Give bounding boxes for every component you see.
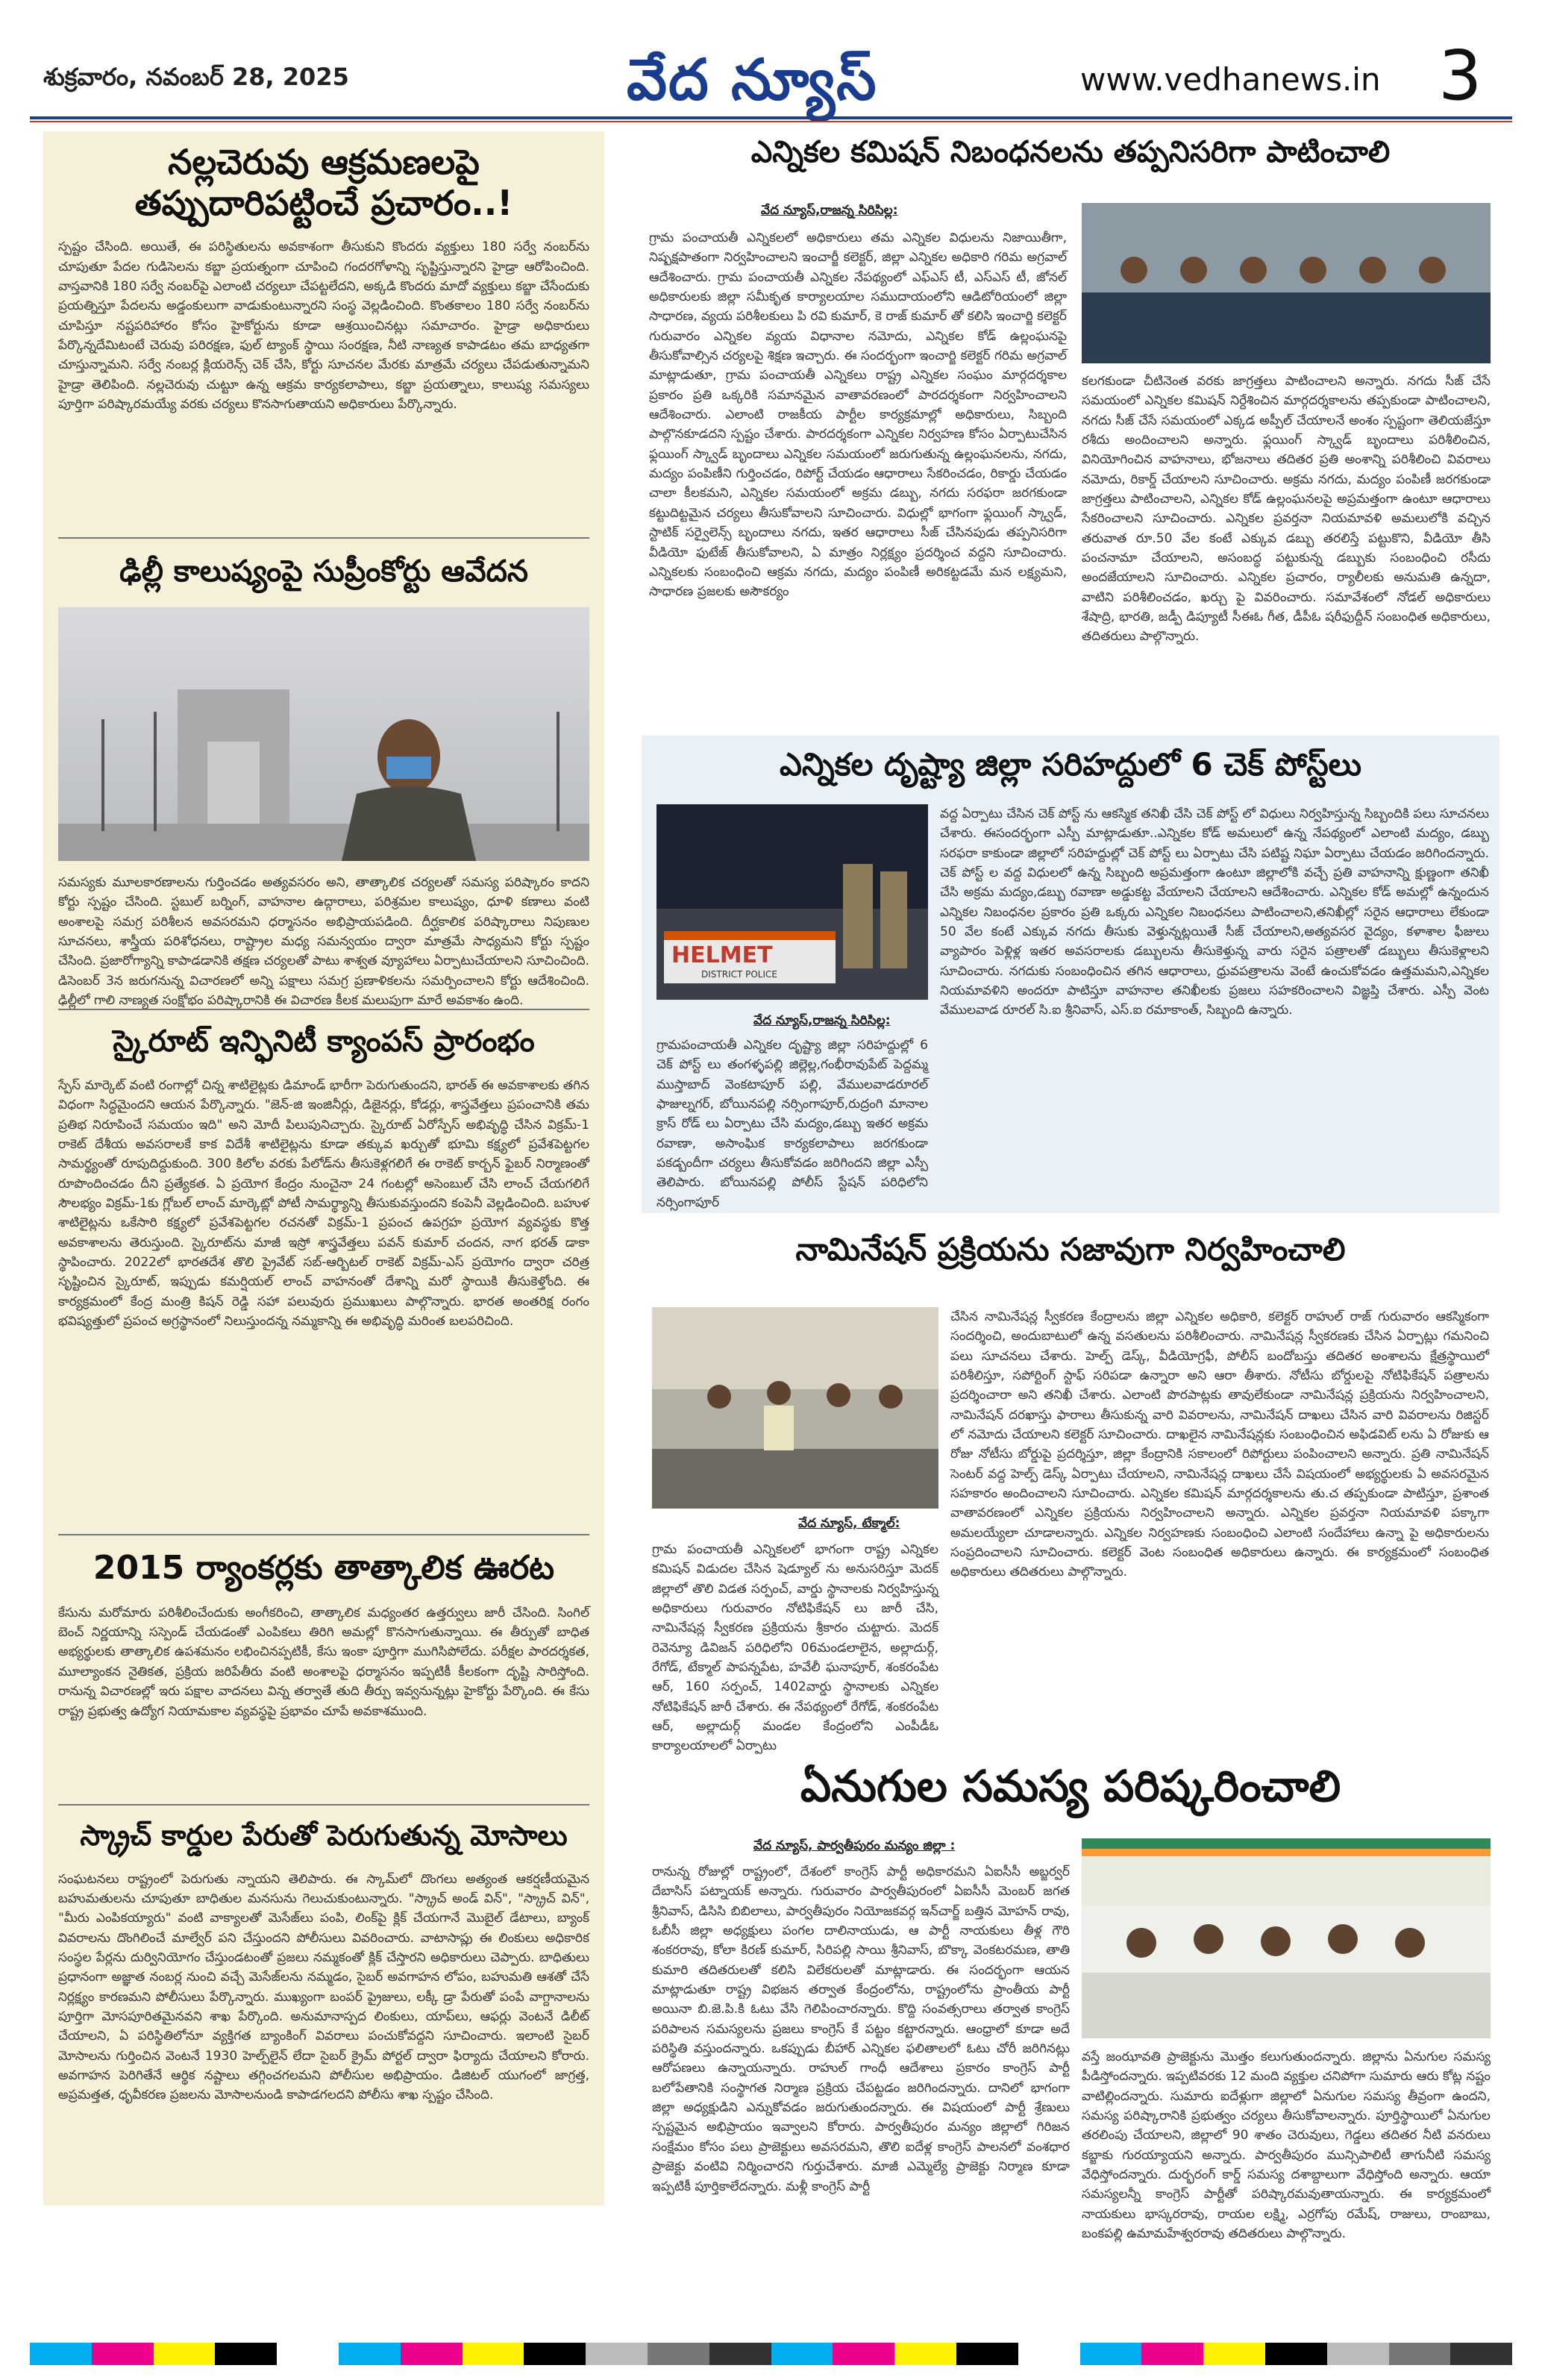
- checkpost-illustration: [656, 804, 928, 1000]
- congress-meeting-illustration: [1082, 1838, 1491, 2038]
- article-body: సమస్యకు మూలకారణాలను గుర్తించడం అత్యవసరం అని, తాత్కాలిక చర్యలతో సమస్య పరిష్కారం కాదని కోర్టు స్పష్టం చేసింది. స్టబుల్ బర్నింగ్, వాహనాల ఉద్గారాలు, పరిశ్రమల కాలుష్యం, ధూళి కణాలు వంటి అంశాలపై సమగ్ర పరిశీలన అవసరమని ధర్మాసనం అభిప్రాయపడింది. దీర్ఘకాలిక పరిష్కారాలు నిపుణుల సూచనలు, శాస్త్రీయ పరిశోధనలు, రాష్ట్రాల మధ్య సమన్వయం ద్వారా మాత్రమే సాధ్యమని కోర్టు స్పష్టం చేసింది. ప్రజారోగ్యాన్ని కాపాడడానికి తక్షణ చర్యలతో పాటు శాశ్వత వ్యూహాలు ఏర్పాటుచేయాలని సూచించింది. డిసెంబర్ 3న జరుగనున్న విచారణలో అన్ని పక్షాలు సమగ్ర ప్రణాళికలను సమర్పించాలని కోర్టు ఆదేశించింది. ఢిల్లీలో గాలి నాణ్యత సంక్షోభం పరిష్కారానికి ఈ విచారణ కీలక మలుపుగా మారే అవకాశం ఉంది.: [58, 875, 589, 1009]
- section-divider: [58, 1804, 589, 1806]
- article-headline: ఎన్నికల దృష్ట్యా జిల్లా సరిహద్దులో 6 చెక్ పోస్ట్‌లు: [779, 746, 1361, 783]
- training-meeting-photo: [1082, 203, 1491, 363]
- left-column: [43, 131, 604, 2205]
- delhi-smog-photo: [58, 607, 589, 861]
- article-nallacheruvu: [58, 142, 589, 530]
- article-headline: ఢిల్లీ కాలుష్యంపై సుప్రీంకోర్టు ఆవేదన: [119, 554, 528, 589]
- inspection-illustration: [652, 1307, 938, 1509]
- congress-meeting-photo: [1082, 1838, 1491, 2038]
- section-divider: [58, 537, 589, 539]
- article-credit: వేద న్యూస్, పార్వతీపురం మన్యం జిల్లా :: [753, 1838, 956, 1853]
- article-headline: స్కైరూట్ ఇన్ఫినిటీ క్యాంపస్ ప్రారంభం: [113, 1024, 535, 1059]
- article-election-commission: [642, 134, 1499, 716]
- article-body-right: కలగకుండా చీటినెంత వరకు జాగ్రత్తలు పాటించాలని అన్నారు. నగదు సీజ్ చేసే సమయంలో ఎన్నికల కమిషన్ నిర్దేశించిన మార్గదర్శకాలను తప్పకుండా పాటించాలని, నగదు సీజ్ చేసే సమయంలో ఎక్కడ అప్పీల్ చేయాలనే అంశం స్పష్టంగా తెలియజేస్తూ రశీదు అందించాలని అన్నారు. ఫ్లయింగ్ స్క్వాడ్ బృందాలు పరిశీలించిన, వినియోగించిన వాహనాలు, భోజనాలు తదితర ప్రతి అంశాన్ని పరిశీలించి వివరాలు నమోదు, రికార్డ్ చేయాలని సూచించారు. అక్రమ నగదు, మద్యం పంపిణీ జరగకుండా జాగ్రత్తలు పాటించాలని, ఎన్నికల కోడ్ ఉల్లంఘనలపై అప్రమత్తంగా ఉంటూ ఆధారాలు సేకరించాలని సూచించారు. ఎన్నికల ప్రవర్తనా నియమావళి అమలులోకి వచ్చిన తరువాత రూ.50 వేల కంటే ఎక్కువ డబ్బు తరలిస్తే పట్టుకొని, వీడియో తీసి పంచనామా చేయాలని, అసంబద్ధ పట్టుకున్న డబ్బుకు సంబంధించి రసీదు అందజేయాలని సూచించారు. ఎన్నికల ప్రచారం, ర్యాలీలకు అనుమతి ఉన్నదా, వాటిని పరిశీలించడం, ఖర్చు పై వివరించారు. సమావేశంలో నోడల్ అధికారులు శేషాద్రి, భారతి, జడ్పీ డిప్యూటీ సీఈఓ గీత, డీపీఓ షరీఫుద్దీన్ సంబంధిత అధికారులు, తదితరులు పాల్గొన్నారు.: [1082, 374, 1491, 645]
- header-rule-accent: [30, 121, 1512, 122]
- article-scratch-cards: [58, 1819, 589, 2189]
- barricade-text: HELMET: [671, 942, 773, 968]
- article-headline: స్క్రాచ్ కార్డుల పేరుతో పెరుగుతున్న మోసాలు: [80, 1819, 568, 1852]
- article-credit: వేద న్యూస్, టేక్మాల్:: [798, 1516, 900, 1531]
- article-body-left: రానున్న రోజుల్లో రాష్ట్రంలో, దేశంలో కాంగ్రెస్ పార్టీ అధికారమని ఏఐసీసీ అబ్జర్వర్ దేబాసిస్ పట్నాయక్ అన్నారు. గురువారం పార్వతీపురంలో ఏఐసీసీ మెంబర్ జగత శ్రీనివాస్, డిసిసి బిబిలాలు, పార్వతీపురం నియోజకవర్గ ఇన్‌చార్జ్ బత్తిన మోహన్ రావు, ఓబీసీ జిల్లా అధ్యక్షులు పంగల దాలినాయుడు, ఆ పార్టీ నాయకులు తీళ్ల గౌరి శంకరరావు, కోలా కిరణ్ కుమార్, సిరిపల్లి సాయి శ్రీనివాస్, బొక్కా వెంకటరమణ, తాతి కుమారి తదితరులతో కలిసి విలేకరులతో మాట్లాడారు. ఈ సందర్భంగా ఆయన మాట్లాడుతూ రాష్ట్ర విభజన తర్వాత కేంద్రంలోను, రాష్ట్రంలోను ప్రాంతీయ పార్టీ అయినా బి.జె.పి.కి ఓటు వేసి గెలిపించారన్నారు. కొద్ది సంవత్సరాలు తర్వాత కాంగ్రెస్ పరిపాలన సమస్యలను ప్రజలు కాంగ్రెస్ కే పట్టం కట్టారన్నారు. ఆంధ్రాలో కూడా అదే పరిస్థితి వస్తుందన్నారు. ఒకప్పుడు బీహార్ ఎన్నికల ఫలితాలలో ఓటు చోరీ జరిగినట్లు ఆరోపణలు ఉన్నాయన్నారు. రాహుల్ గాంధీ ఆదేశాలు ప్రకారం కాంగ్రెస్ పార్టీ బలోపేతానికి సంస్థాగత నిర్మాణ ప్రక్రియ చేపట్టడం జరిగిందన్నారు. దానిలో భాగంగా జిల్లా అధ్యక్షుడిని ఎన్నుకోవడం జరుగుతుందన్నారు. ఈ విషయంలో పార్టీ శ్రేణులు స్పష్టమైన అభిప్రాయం ఇవ్వాలని కోరారు. పార్వతీపురం మన్యం జిల్లాలో గిరిజన సంక్షేమం కోసం పలు ప్రాజెక్టులు అవసరమని, తొలి ఐదేళ్ల కాంగ్రెస్ పాలనలో వంశధార ప్రాజెక్టు వంటివి నిర్మించారని గుర్తుచేశారు. మాజీ ఎమ్మెల్యే ప్రాజెక్టు నిర్మాణ కూడా ఇప్పటికీ పూర్తికాలేదన్నారు. మళ్లీ కాంగ్రెస్ పార్టీ: [652, 1864, 1070, 2194]
- barricade-subtext: DISTRICT POLICE: [701, 969, 777, 980]
- meeting-illustration: [1082, 203, 1491, 363]
- issue-date: శుక్రవారం, నవంబర్ 28, 2025: [43, 63, 349, 91]
- article-headline: ఏనుగుల సమస్య పరిష్కరించాలి: [800, 1761, 1341, 1811]
- collector-inspection-photo: [652, 1307, 938, 1509]
- india-gate-illustration: [58, 607, 589, 861]
- article-nomination-process: [642, 1231, 1499, 1754]
- website-url[interactable]: www.vedhanews.in: [1080, 61, 1381, 98]
- article-body-right: చేసిన నామినేషన్ల స్వీకరణ కేంద్రాలను జిల్లా ఎన్నికల అధికారి, కలెక్టర్ రాహుల్ రాజ్ గురువారం ఆకస్మికంగా సందర్శించి, అందుబాటులో ఉన్న వసతులను పరిశీలించారు. నామినేషన్ల స్వీకరణకు చేసిన ఏర్పాట్లు గమనించి పలు సూచనలు చేశారు. హెల్ప్ డెస్క్, వీడియోగ్రఫీ, పోలీస్ బందోబస్తు తదితర అంశాలను క్షేత్రస్థాయిలో పరిశీలిస్తూ, సపోర్టింగ్ స్టాఫ్ సరిపడా ఉన్నారా అని ఆరా తీశారు. నోటీసు బోర్డులపై నోటిఫికేషన్ పత్రాలను ప్రదర్శించారా అని తనిఖీ చేశారు. ఎలాంటి పొరపాట్లకు తావులేకుండా నామినేషన్ల ప్రక్రియను నిర్వహించాలని, నామినేషన్ దరఖాస్తు ఫారాలు తీసుకున్న వారి వివరాలను, నామినేషన్ దాఖలు చేసిన వారి వివరాలను రిజిస్టర్ లో నమోదు చేయాలని కలెక్టర్ సూచించారు. దాఖలైన నామినేషన్లకు సంబంధించిన అఫిడవిట్ లను ఏ రోజుకు ఆ రోజు నోటీసు బోర్డుపై ప్రదర్శిస్తూ, జిల్లా కేంద్రానికి సకాలంలో రిపోర్టులు పంపించాలని అన్నారు. ప్రతి నామినేషన్ సెంటర్ వద్ద హెల్ప్ డెస్క్ ఏర్పాటు చేయాలని, నామినేషన్ల దాఖలు చేసే విషయంలో అభ్యర్థులకు ఏ అవసరమైన సహకారం అందించాలని సూచించారు. ఎన్నికల కమిషన్ మార్గదర్శకాలను తు.చ తప్పకుండా పాటిస్తూ, ప్రశాంత వాతావరణంలో ఎన్నికల ప్రక్రియను నిర్వహించాలని అన్నారు. ఎన్నికల ప్రవర్తనా నియమావళి పక్కాగా అమలయ్యేలా చూడాలన్నారు. ఎన్నికల నిర్వహణకు సంబంధించి ఎలాంటి సందేహాలు ఉన్నా పై అధికారులను సంప్రదించాలని సూచించారు. కలెక్టర్ వెంట సంబంధిత అధికారులు ఉన్నారు. ఈ కార్యక్రమంలో సంబంధిత అధికారులు తదితరులు పాల్గొన్నారు.: [950, 1309, 1489, 1580]
- article-elephant-problem: [642, 1761, 1499, 2328]
- section-divider: [58, 1009, 589, 1010]
- page-number: 3: [1438, 36, 1482, 116]
- masthead-logo: వేద న్యూస్: [627, 46, 878, 113]
- article-delhi-pollution: [58, 554, 589, 1039]
- article-headline: 2015 ర్యాంకర్లకు తాత్కాలిక ఊరట: [93, 1549, 555, 1587]
- article-skyroot: [58, 1024, 589, 1500]
- article-body-left: గ్రామపంచాయతీ ఎన్నికల దృష్ట్యా జిల్లా సరిహద్దుల్లో 6 చెక్ పోస్ట్ లు తంగళ్ళపల్లి జిల్లెల్ల,గంభీరావుపేట్ పెద్దమ్మ ముస్తాబాద్ వెంకటాపూర్ పల్లి, వేములవాడరూరల్ ఫాజుల్నగర్, బోయినపల్లి నర్సింగాపూర్,రుద్రంగి మానాల క్రాస్ రోడ్ లు ఏర్పాటు చేసి మద్యం,డబ్బు ఇతర అక్రమ రవాణా, అసాంఘిక కార్యకలాపాలు జరగకుండా పకడ్బందీగా చర్యలు తీసుకోవడం జరిగిందని జిల్లా ఎస్పీ తెలిపారు. బోయినపల్లి పోలీస్ స్టేషన్ పరిధిలోని నర్సింగాపూర్: [656, 1038, 928, 1210]
- article-check-posts: [642, 736, 1499, 1213]
- article-body-left: గ్రామ పంచాయతీ ఎన్నికలలో భాగంగా రాష్ట్ర ఎన్నికల కమిషన్ విడుదల చేసిన షెడ్యూల్ ను అనుసరిస్తూ మెదక్ జిల్లాలో తొలి విడత సర్పంచ్, వార్డు స్థానాలకు నిర్వహిస్తున్న అధికారులు గురువారం నోటిఫికేషన్ లు జారీ చేసి, నామినేషన్ల స్వీకరణ ప్రక్రియను శ్రీకారం చుట్టారు. మెదక్ రెవెన్యూ డివిజన్ పరిధిలోని 06మండలాలైన, అల్లాదుర్గ్, రేగోడ్, టేక్మాల్ పాపన్నపేట, హవేలీ ఘనాపూర్, శంకరంపేట ఆర్, 160 సర్పంచ్, 1402వార్డు స్థానాలకు ఎన్నికల నోటిఫికేషన్ జారీ చేశారు. ఈ నేపథ్యంలో రేగోడ్, శంకరంపేట ఆర్, అల్లాదుర్గ్ మండల కేంద్రంలోని ఎంపీడీఓ కార్యాలయాలలో ఏర్పాటు: [652, 1542, 938, 1754]
- article-headline: [58, 142, 589, 224]
- print-color-bar: [30, 2343, 1512, 2365]
- article-body-left: గ్రామ పంచాయతీ ఎన్నికలలో అధికారులు తమ ఎన్నికల విధులను నిజాయితీగా, నిష్పక్షపాతంగా నిర్వహించాలని ఇంచార్జీ కలెక్టర్, జిల్లా ఎన్నికల అధికారి గరిమ అగ్రవాల్ ఆదేశించారు. గ్రామ పంచాయతీ ఎన్నికల నేపథ్యంలో ఎఫ్ఎస్ టీ, ఎస్ఎస్ టీ, జోనల్ అధికారులకు జిల్లా సమీకృత కార్యాలయాల సముదాయంలోని ఆడిటోరియంలో జిల్లా సాధారణ, వ్యయ పరిశీలకులు పి రవి కుమార్, కె రాజ్ కుమార్ తో కలిసి ఇంచార్జి కలెక్టర్ గురువారం ఎన్నికల వ్యయ విధానాల నమోదు, ఎన్నికల కోడ్ ఉల్లంఘనపై తీసుకోవాల్సిన చర్యలపై శిక్షణ ఇచ్చారు. ఈ సందర్భంగా ఇంచార్జి కలెక్టర్ గరిమ అగ్రవాల్ మాట్లాడుతూ, గ్రామ పంచాయతీ ఎన్నికలు రాష్ట్ర ఎన్నికల సంఘం మార్గదర్శకాల ప్రకారం ప్రతి ఒక్కరికి సమానమైన వాతావరణంలో పారదర్శకంగా నిర్వహించాలని ఆదేశించారు. ఎలాంటి రాజకీయ పార్టీల కార్యక్రమాల్లో అధికారులు, సిబ్బంది పాల్గొనకూడదని స్పష్టం చేశారు. పారదర్శకంగా ఎన్నికల నిర్వహణ కోసం ఏర్పాటుచేసిన ఫ్లయింగ్ స్క్వాడ్ బృందాలు ఎన్నికల సమయంలో జరుగుతున్న ఉల్లంఘనలను, నగదు, మద్యం పంపిణీని గుర్తించడం, రిపోర్ట్ చేయడం ఆధారాలు సేకరించడం, రికార్డు చేయడం చాలా కీలకమని, ఎన్నికల సమయంలో అక్రమ డబ్బు, నగదు సరఫరా జరగకుండా కట్టుదిట్టమైన చర్యలు తీసుకోవాలని సూచించారు. విధుల్లో భాగంగా ఫ్లయింగ్ స్క్వాడ్, స్టాటిక్ సర్వైలెన్స్ బృందాలు నగదు, ఇతర ఆధారాలు సీజ్ చేసినపుడు తప్పనిసరిగా వీడియో ఫుటేజ్ తీసుకోవాలని, ఏ మాత్రం నిర్లక్ష్యం ప్రదర్శించ వద్దని సూచించారు. ఎన్నికలకు సంబంధించి ఆక్రమ నగదు, మద్యం పంపిణీ అరికట్టడమే మన లక్ష్యమని, సాధారణ ప్రజలకు అసౌకర్యం: [649, 231, 1067, 600]
- article-headline: నామినేషన్ ప్రక్రియను సజావుగా నిర్వహించాలి: [795, 1231, 1346, 1268]
- article-2015-rankers: [58, 1549, 589, 1788]
- article-body: స్పేస్ మార్కెట్ వంటి రంగాల్లో చిన్న శాటిలైట్లకు డిమాండ్ భారీగా పెరుగుతుందని, భారత్ ఈ అవకాశాలకు తగిన విధంగా సిద్ధమైందని ఆయన పేర్కొన్నారు. "జెన్-జి ఇంజినీర్లు, డిజైనర్లు, కోడర్లు, శాస్త్రవేత్తలు ప్రపంచానికి తమ ప్రతిభ నిరూపించే సమయం ఇది" అని మోదీ పిలుపునిచ్చారు. స్కైరూట్ ఏరోస్పేస్ అభివృద్ధి చేసిన విక్రమ్-1 రాకెట్ దేశీయ అవసరాలకే కాక విదేశీ శాటిలైట్లను కూడా తక్కువ ఖర్చుతో భూమి కక్ష్యలో ప్రవేశపెట్టగల సామర్థ్యంతో రూపుదిద్దుకుంది. 300 కిలోల వరకు పేలోడ్‌ను తీసుకెళ్లగలిగే ఈ రాకెట్ కార్బన్ ఫైబర్ నిర్మాణంతో రూపొందించడం దీని ప్రత్యేకత. ఏ ప్రయోగ కేంద్రం నుంచైనా 24 గంటల్లో అసెంబుల్ చేసి లాంచ్ చేయగలిగే సౌలభ్యం విక్రమ్-1కు గ్లోబల్ లాంచ్ మార్కెట్లో పోటీ సామర్థ్యాన్ని తీసుకువస్తుందని కంపెనీ వెల్లడించింది. బహుళ శాటిలైట్లను ఒకేసారి కక్ష్యలో ప్రవేశపెట్టగల రచనతో విక్రమ్-1 ప్రపంచ ఉపగ్రహ ప్రయోగ వ్యవస్థకు కొత్త అవకాశాలను తెరుస్తుంది. స్కైరూట్‌ను మాజీ ఇస్రో శాస్త్రవేత్తలు పవన్ కుమార్ చందన, నాగ భరత్ డాకా స్థాపించారు. 2022లో భారతదేశ తొలి ప్రైవేట్ సబ్-ఆర్బిటల్ రాకెట్ విక్రమ్-ఎస్ ప్రయోగం ద్వారా చరిత్ర సృష్టించిన స్కైరూట్, ఇప్పుడు కమర్షియల్ లాంచ్ వాహనంతో దేశాన్ని మరో స్థాయికి తీసుకెళ్తోంది. ఈ కార్యక్రమంలో కేంద్ర మంత్రి కిషన్ రెడ్డి సహా పలువురు ప్రముఖులు పాల్గొన్నారు. భారత అంతరిక్ష రంగం భవిష్యత్తులో ప్రపంచ అగ్రస్థానంలో నిలుస్తుందన్న నమ్మకాన్ని ఈ అభివృద్ధి మరింత బలపరిచింది.: [58, 1078, 589, 1330]
- section-divider: [58, 1534, 589, 1535]
- police-checkpost-photo: [656, 804, 928, 1000]
- article-body-right: వస్తే జంఝావతి ప్రాజెక్టును మొత్తం కలుగుతుందన్నారు. జిల్లాను ఏనుగుల సమస్య పీడిస్తోందన్నారు. ఇప్పటివరకు 12 మంది వ్యక్తుల చనిపోగా సుమారు ఆరు కోట్ల నష్టం వాటిల్లిందన్నారు. సుమారు ఐదేళ్లుగా జిల్లాలో ఏనుగుల సమస్య తీవ్రంగా ఉందని, సమస్య పరిష్కారానికి ప్రభుత్వం చర్యలు తీసుకోవాలన్నారు. పూర్తిస్థాయిలో ఏనుగుల తరలింపు చేయాలని, జిల్లాలో 90 శాతం చెరువులు, గెడ్డలు తదితర నీటి వనరులు కబ్జాకు గురయ్యాయని అన్నారు. పార్వతీపురం మున్సిపాలిటీ తాగునీటి సమస్య వేధిస్తోందన్నారు. దుర్భరంగ్ కార్డ్ సమస్య దశాబ్దాలుగా వేధిస్తోంది అన్నారు. ఆయా సమస్యలన్నీ కాంగ్రెస్ పార్టీతో పరిష్కారమవుతాయన్నారు. ఈ కార్యక్రమంలో నాయకులు భాస్కరరావు, రాయల లక్ష్మి, ఎర్రగోపు రమేష్, రాజులు, రాంబాబు, బంకపల్లి ఉమామహేశ్వరరావు తదితరులు పాల్గొన్నారు.: [1082, 2049, 1491, 2242]
- headline-line-1: నల్లచెరువు ఆక్రమణలపై: [168, 142, 480, 182]
- article-headline: ఎన్నికల కమిషన్ నిబంధనలను తప్పనిసరిగా పాటించాలి: [750, 135, 1391, 169]
- article-body-right: వద్ద ఏర్పాటు చేసిన చెక్ పోస్ట్ ను ఆకస్మిక తనిఖీ చేసి చెక్ పోస్ట్ లో విధులు నిర్వహిస్తున్న సిబ్బందికి పలు సూచనలు చేశారు. ఈసందర్భంగా ఎస్పీ మాట్లాడుతూ..ఎన్నికల కోడ్ అమలులో ఉన్న నేపథ్యంలో ఎలాంటి మద్యం, డబ్బు సరఫరా కాకుండా జిల్లాలో సరిహద్దుల్లో చెక్ పోస్ట్ లు ఏర్పాటు చేసి పటిష్ట నిఘా ఏర్పాటు చేయడం జరిగిందన్నారు. చెక్ పోస్ట్ ల వద్ద విధులలో ఉన్న సిబ్బంది అప్రమత్తంగా ఉంటూ జిల్లాలోకి వచ్చే ప్రతి వాహనాన్ని క్షుణ్ణంగా తనిఖీ చేసి అక్రమ మద్యం,డబ్బు రవాణా అడ్డుకట్ట వేయాలని చేయాలని ఆదేశించారు. ఎన్నికల కోడ్ అమల్లో ఉన్నందున ఎన్నికల నిబంధనల ప్రకారం ప్రతి ఒక్కరు ఎన్నికల నిబంధనలు పాటించాలని,తనిఖీల్లో సరైన ఆధారాలు లేకుండా 50 వేల కంటే ఎక్కువ నగదు తీసుకు వెళ్తున్నట్లయితే సీజ్ చేయాలని,అత్యవసర వైద్యం, కళాశాల ఫీజులు వ్యాపారం పెళ్లిళ్ల ఇతర అవసరాలకు డబ్బులను తీసుకెళ్తున్న వారు సరైన పత్రాలతో డబ్బులు తీసుకెళ్లాలని సూచించారు. నగదుకు సంబంధించిన తగిన ఆధారాలు, ధ్రువపత్రాలను వెంటే ఉంచుకోవడం ఉత్తమమని,ఎన్నికల నియమావళిని అందరూ పాటిస్తూ వాహనాల తనిఖీలకు ప్రజలు సహకరించాలని విజ్ఞప్తి చేశారు. ఎస్పీ వెంట వేములవాడ రూరల్ సి.ఐ శ్రీనివాస్, ఎస్.ఐ రమాకాంత్, సిబ్బంది ఉన్నారు.: [940, 807, 1489, 1018]
- article-body: స్పష్టం చేసింది. అయితే, ఈ పరిస్థితులను అవకాశంగా తీసుకుని కొందరు వ్యక్తులు 180 సర్వే నంబర్‌ను చూపుతూ పేదల గుడిసెలను కబ్జా ప్రయత్నంగా చూపించి గందరగోళాన్ని సృష్టిస్తున్నారని హైడ్రా ఆరోపించింది. వాస్తవానికి 180 సర్వే నంబర్‌పై ఎలాంటి చర్యలూ చేపట్టలేదని, అక్కడి కొందరు మాదో వ్యక్తులు కబ్జా చేసేందుకు ప్రయత్నిస్తూ పేదలను అడ్డంకులుగా వాడుకుంటున్నారని సంస్థ వెల్లడించింది. కొంతకాలం 180 సర్వే నంబర్‌ను చూపిస్తూ నష్టపరిహారం కోసం హైకోర్టును కూడా ఆశ్రయించినట్లు సమాచారం. హైడ్రా అధికారులు పేర్కొన్నదేమిటంటే చెరువు పరిరక్షణ, ఫుల్ ట్యాంక్ స్థాయి సంరక్షణ, నీటి నాణ్యత కాపాడటం తమ బాధ్యతగా చూస్తున్నామని. సర్వే నంబర్ల క్లియరెన్స్ చెక్ చేసి, కోర్టు సూచనల మేరకు మాత్రమే చర్యలు చేపడుతున్నామని హైడ్రా తెలిపింది. నల్లచెరువు చుట్టూ ఉన్న ఆక్రమ కార్యకలాపాలు, కబ్జా ప్రయత్నాలు, కాలుష్య సమస్యలు పూర్తిగా పరిష్కారమయ్యే వరకు చర్యలు కొనసాగుతాయని అధికారులు పేర్కొన్నారు.: [58, 239, 589, 413]
- header-rule: [30, 116, 1512, 119]
- article-credit: వేద న్యూస్,రాజన్న సిరిసిల్ల:: [753, 1013, 891, 1028]
- article-body: సంఘటనలు రాష్ట్రంలో పెరుగుతు న్నాయని తెలిపారు. ఈ స్కామ్‌లో దొంగలు అత్యంత ఆకర్షణీయమైన బహుమతులను చూపుతూ బాధితుల మనసును గెలుచుకుంటున్నారు. "స్క్రాచ్ అండ్ విన్", "స్క్రాచ్ విన్", "మీరు ఎంపికయ్యారు" వంటి వాక్యాలతో మెసేజ్‌లు పంపి, లింక్‌పై క్లిక్ చేయగానే మొబైల్ డేటాలు, బ్యాంక్ వివరాలను దొంగిలించే మాల్వేర్ పని చేస్తుందని పోలీసులు వివరించారు. వాటాసాప్లు ఈ లింకులు అధికారిక సంస్థల పేర్లను దుర్వినియోగం చేస్తుండటంతో ప్రజలు నమ్మకంతో క్లిక్ చేస్తారని అధికారులు చెప్పారు. బాధితులు ప్రధానంగా అజ్ఞాత నంబర్ల నుంచి వచ్చే మెసేజ్‌లను నమ్మడం, సైబర్ అవగాహన లోపం, బహుమతి ఆశతో చేసే నిర్లక్ష్యం కారణమని పోలీసులు పేర్కొన్నారు. ముఖ్యంగా బంపర్ ప్రైజులు, లక్కీ డ్రా పేరుతో పంపే వాగ్దానాలను పూర్తిగా మోసపూరితమైనవని శాఖ పేర్కొంది. అనుమానాస్పద లింకులు, యాప్‌లు, ఆఫర్లు వెంటనే డిలీట్ చేయాలని, ఏ పరిస్థితిలోనూ వ్యక్తిగత బ్యాంకింగ్ వివరాలు పంచుకోవద్దని సూచించారు. ఇలాంటి సైబర్ మోసాలను గుర్తించిన వెంటనే 1930 హెల్ప్‌లైన్ లేదా సైబర్ క్రైమ్ పోర్టల్ ద్వారా ఫిర్యాదు చేయాలని కోరారు. అవగాహన పెరిగితేనే ఆర్థిక నష్టాలు తగ్గించగలమని పోలీసుల అభిప్రాయం. డిజిటల్ యుగంలో జాగ్రత్త, అప్రమత్తత, ధృవీకరణ ప్రజలను మోసాలనుండి కాపాడగలదని పోలీసు శాఖ స్పష్టం చేసింది.: [58, 1871, 589, 2103]
- article-body: కేసును మరోమారు పరిశీలించేందుకు అంగీకరించి, తాత్కాలిక మధ్యంతర ఉత్తర్వులు జారీ చేసింది. సింగిల్ బెంచ్ నిర్ణయాన్ని సస్పెండ్ చేయడంతో ఎంపికలు తిరిగి అమల్లో కొనసాగుతున్నాయి. ఈ తీర్పుతో బాధిత అభ్యర్థులకు తాత్కాలిక ఉపశమనం లభించినప్పటికీ, కేసు ఇంకా పూర్తిగా ముగిసిపోలేదు. పరీక్షల పారదర్శకత, మూల్యాంకన నైతికత, ప్రక్రియ జరిపేతీరు వంటి అంశాలపై ధర్మాసనం ఇప్పటికీ కీలకంగా దృష్టి సారిస్తోంది. రానున్న విచారణల్లో ఇరు పక్షాల వాదనలు విన్న తర్వాతే తుది తీర్పు ఇవ్వనున్నట్లు హైకోర్టు పేర్కొంది. ఈ కేసు రాష్ట్ర ప్రభుత్వ ఉద్యోగ నియామకాల వ్యవస్థపై ప్రభావం చూపే అవకాశముంది.: [58, 1605, 589, 1719]
- article-credit: వేద న్యూస్,రాజన్న సిరిసిల్ల:: [761, 203, 898, 218]
- headline-line-2: తప్పుదారిపట్టించే ప్రచారం..!: [134, 183, 513, 224]
